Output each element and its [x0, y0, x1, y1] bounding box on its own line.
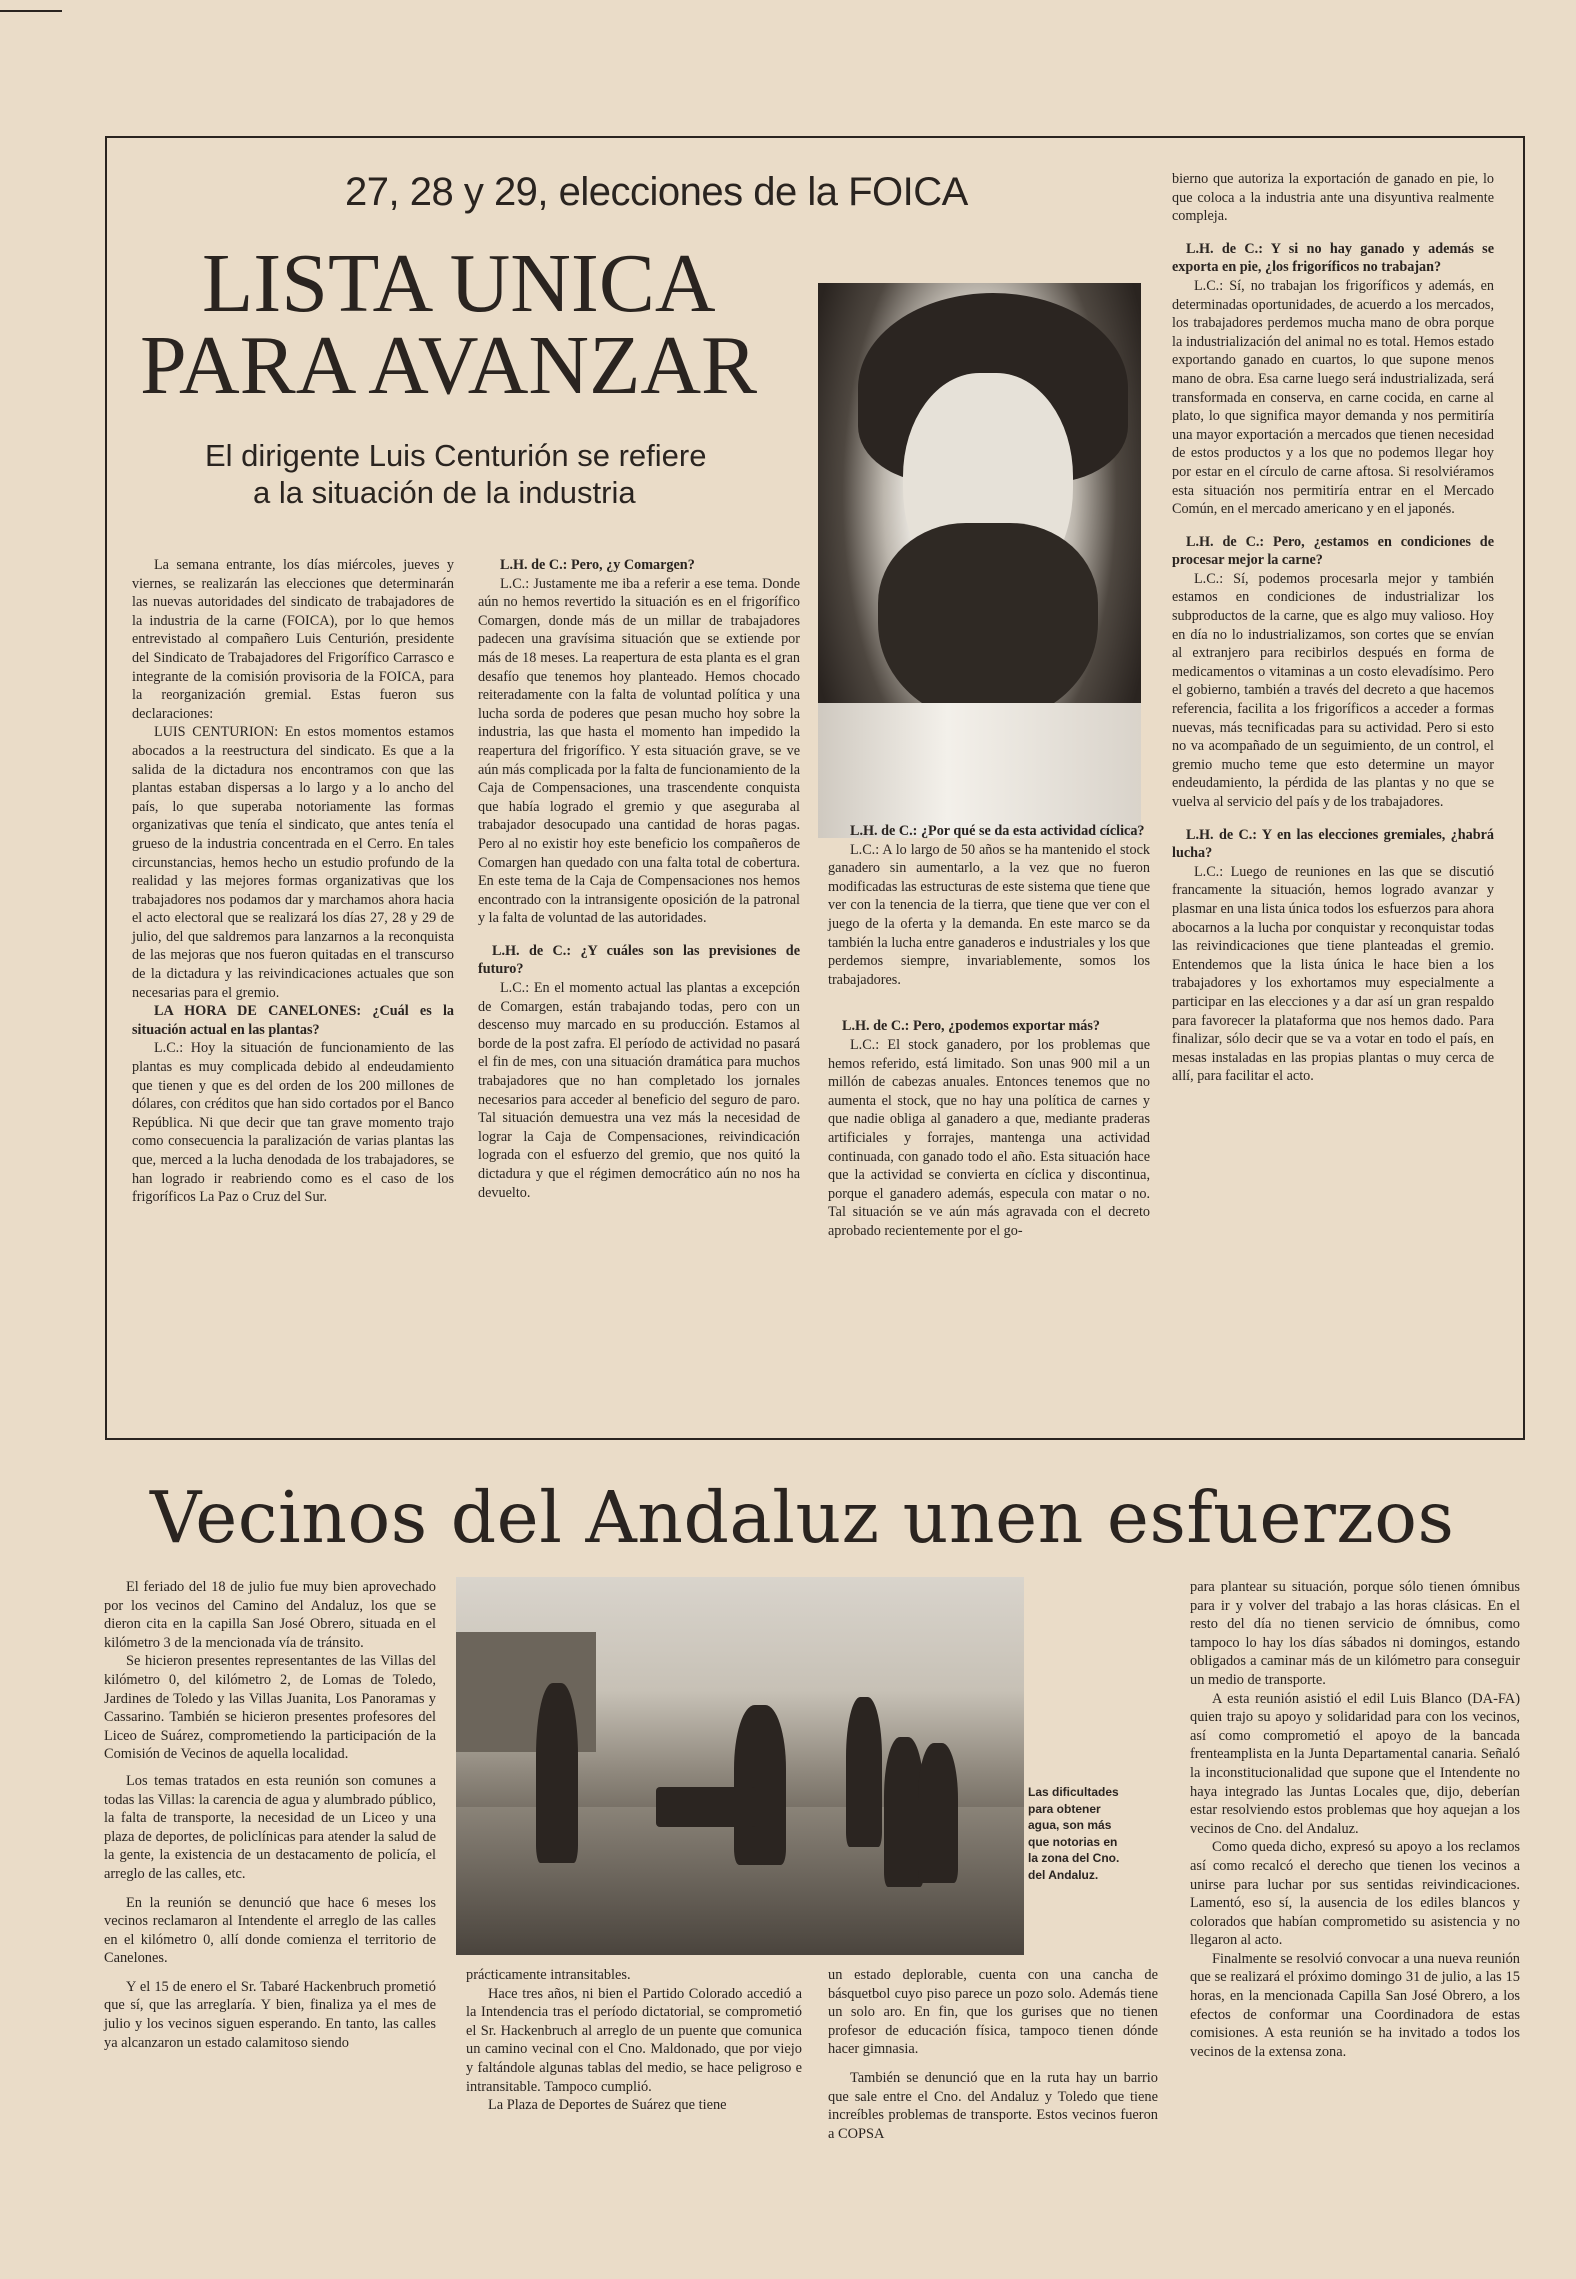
headline — [140, 237, 758, 412]
paragraph: La Plaza de Deportes de Suárez que tiene — [488, 2097, 727, 2114]
headline-line-2: PARA AVANZAR — [140, 319, 758, 412]
deck-line-1: El dirigente Luis Centurión se refiere — [205, 438, 707, 473]
question: L.H. de C.: Pero, ¿y Comargen? — [500, 557, 695, 573]
paragraph: para plantear su situación, porque sólo tienen ómnibus para ir y volver del trabajo a las horas clásicas. En el resto del día no tienen servicio de ómnibus, como tampoco lo hay los días sábados ni domingos, estando obligados a caminar más de un kilómetro para conseguir un medio de transporte. — [1190, 1579, 1520, 1688]
question: L.H. de C.: ¿Por qué se da esta actividad cíclica? — [850, 823, 1145, 839]
question: L.H. de C.: Y en las elecciones gremiales, ¿habrá lucha? — [1172, 826, 1494, 862]
paragraph: L.C.: Sí, no trabajan los frigoríficos y además, en determinadas oportunidades, de acuerdo a los mercados, los trabajadores perdemos mucha mano de obra porque la industrialización del animal no es total. Hemos estado exportando ganado en cuartos, lo que supone menos mano de obra. Esa carne luego será industrializada, será transformada en conserva, en carne cocida, en carne al plato, lo que significa mayor demanda y nos permitiría una mayor exportación a mercados que tienen necesidad de estos productos y a los que no podemos llegar hoy por estar en el círculo de carne aftosa. Si resolviéramos esta situación nos permitiría entrar en el Mercado Común, en el mercado americano y en el japonés. — [1172, 277, 1494, 518]
paragraph: Y el 15 de enero el Sr. Tabaré Hackenbruch prometió que sí, que las arreglaría. Y bien, finaliza ya el mes de julio y los vecinos siguen esperando. En tanto, las calles ya alcanzaron un estado calamitoso siendo — [104, 1978, 436, 2051]
article2-column-4 — [1190, 1578, 1520, 2061]
article1-column-3 — [828, 822, 1150, 1240]
question: L.H. de C.: Y si no hay ganado y además se exporta en pie, ¿los frigoríficos no trabajan? — [1172, 240, 1494, 276]
paragraph: L.C.: El stock ganadero, por los problemas que hemos referido, está limitado. Son unas 900 mil a un millón de cabezas anuales. Entonces tenemos que no aumenta el stock, que no hay una política de carnes y que nadie obliga al ganadero a que, mediante praderas artificiales y forrajes, mantenga una actividad continuada, con ganado todo el año. Esta situación hace que la actividad se convierta en cíclica y discontinua, porque el ganadero además, especula con matar o no. Tal situación se ve aún más agravada con el decreto aprobado recientemente por el go- — [828, 1036, 1150, 1239]
article1-column-1 — [132, 556, 454, 1207]
paragraph: Se hicieron presentes representantes de las Villas del kilómetro 0, del kilómetro 2, de Lomas de Toledo, Jardines de Toledo y las Villas Juanita, Los Panoramas y Cassarino. También se hicieron presentes profesores del Liceo de Suárez, comprometiendo la participación de la Comisión de Vecinos de aquella localidad. — [104, 1653, 436, 1763]
paragraph: prácticamente intransitables. — [466, 1967, 631, 1983]
paragraph: L.C.: Sí, podemos procesarla mejor y también estamos en condiciones de industrializar los subproductos de la carne, que es algo muy valioso. Hoy en día no lo industrializamos, son cortes que se envían al extranjero para recibirlos después en forma de medicamentos o vitaminas a un costo elevadísimo. Pero el gobierno, también a través del decreto a que hacemos referencia, facilita a los frigoríficos a acceder a formas nuevas, más tecnificadas para su actividad. Pero si esto no va acompañado de un seguimiento, de un control, el gremio mucho teme que esto determine un mayor endeudamiento, la pérdida de las plantas y no que se vuelva al servicio del país y de los trabajadores. — [1172, 570, 1494, 810]
article2-column-1 — [104, 1578, 436, 2052]
deck-line-2: a la situación de la industria — [253, 475, 636, 510]
paragraph: También se denunció que en la ruta hay un barrio que sale entre el Cno. del Andaluz y Toledo que tiene increíbles problemas de transporte. Estos vecinos fueron a COPSA — [828, 2069, 1158, 2142]
corner-mark — [0, 10, 62, 12]
paragraph: Hace tres años, ni bien el Partido Colorado accedió a la Intendencia tras el período dictatorial, se comprometió el Sr. Hackenbruch al arreglo de un puente que comunica un camino vecinal con el Cno. Maldonado, que por viejo y faltándole algunas tablas del medio, se hace peligroso e intransitable. Tampoco cumplió. — [466, 1985, 802, 2095]
question: LA HORA DE CANELONES: ¿Cuál es la situación actual en las plantas? — [132, 1003, 454, 1038]
wheelbarrow-shape — [656, 1787, 756, 1827]
headline-line-1: LISTA UNICA — [202, 237, 716, 330]
question: L.H. de C.: Pero, ¿podemos exportar más? — [842, 1018, 1100, 1035]
paragraph: A esta reunión asistió el edil Luis Blanco (DA-FA) quien trajo su apoyo y solidaridad para con los vecinos, así como comprometió el apoyo de la bancada frenteamplista en la Junta Departamental canaria. Señaló la inconstitucionalidad que supone que el Intendente no haya integrado las Juntas Locales que, dijo, deberían estar resolviendo estos problemas que hoy aquejan a los vecinos de Cno. del Andaluz. — [1190, 1690, 1520, 1837]
article2-column-3 — [828, 1966, 1158, 2143]
question: L.H. de C.: Pero, ¿estamos en condiciones de procesar mejor la carne? — [1172, 533, 1494, 569]
paragraph: El feriado del 18 de julio fue muy bien aprovechado por los vecinos del Camino del Andaluz, los que se dieron cita en la capilla San José Obrero, situada en el kilómetro 3 de la mencionada vía de tránsito. — [104, 1579, 436, 1651]
paragraph: L.C.: Justamente me iba a referir a ese tema. Donde aún no hemos revertido la situación es en el frigorífico Comargen, donde más de un millar de trabajadores padecen una gravísima situación que se extiende por más de 18 meses. La reapertura de esta planta es el gran desafío que tenemos hoy planteado. Hemos chocado reiteradamente con la falta de voluntad política y una lucha sorda de poderes que pesan mucho hoy sobre la industria, las que hasta el momento han impedido la reapertura del frigorífico. Y esta situación grave, se ve aún más complicada por la falta de funcionamiento de la Caja de Compensaciones, una trascendente conquista que había logrado el gremio y que aseguraba al trabajador desocupado una cantidad de horas pagas. Pero al no existir hoy este beneficio los compañeros de Comargen han quedado con una falta total de cobertura. En este tema de la Caja de Compensaciones nos hemos encontrado con la intransigente oposición de la patronal y la falta de voluntad de las autoridades. — [478, 575, 800, 927]
kicker: 27, 28 y 29, elecciones de la FOICA — [345, 170, 968, 214]
person-figure — [734, 1705, 786, 1865]
deck — [205, 437, 706, 511]
person-figure — [846, 1697, 882, 1847]
question: L.H. de C.: ¿Y cuáles son las previsiones de futuro? — [478, 942, 800, 978]
person-figure — [918, 1743, 958, 1883]
paragraph: un estado deplorable, cuenta con una cancha de básquetbol cuyo piso parece un pozo solo. Además tiene un solo aro. En fin, que los gurises que no tienen profesor de educación física, tampoco tienen dónde hacer gimnasia. — [828, 1967, 1158, 2058]
paragraph: La semana entrante, los días miércoles, jueves y viernes, se realizarán las elecciones que determinarán las nuevas autoridades del sindicato de trabajadores de la industria de la carne (FOICA), por lo que hemos entrevistado al compañero Luis Centurión, presidente del Sindicato de Trabajadores del Frigorífico Carrasco e integrante de la comisión provisoria de la FOICA, para la reorganización gremial. Estas fueron sus declaraciones: — [132, 557, 454, 722]
neighbors-photo — [456, 1577, 1024, 1955]
paragraph: Los temas tratados en esta reunión son comunes a todas las Villas: la carencia de agua y alumbrado público, la falta de transporte, la necesidad de un Liceo y una plaza de deportes, de policlínicas para atender la salud de la gente, la existencia de un destacamento de policía, el arreglo de las calles, etc. — [104, 1772, 436, 1882]
paragraph: L.C.: A lo largo de 50 años se ha mantenido el stock ganadero sin aumentarlo, a la vez que no fueron modificadas las estructuras de este sistema que tiene que ver con la tenencia de la tierra, que tiene que ver con el juego de la oferta y la demanda. En este marco se da también la lucha entre ganaderos e industriales y los que perdemos siempre, invariablemente, somos los trabajadores. — [828, 841, 1150, 988]
article2-column-2 — [466, 1966, 802, 2115]
article1-column-4 — [1172, 170, 1494, 1086]
paragraph: bierno que autoriza la exportación de ganado en pie, lo que coloca a la industria ante una disyuntiva realmente compleja. — [1172, 171, 1494, 225]
paragraph: L.C.: Luego de reuniones en las que se discutió francamente la situación, hemos logrado avanzar y plasmar en una lista única todos los esfuerzos para ahora abocarnos a la lucha por conquistar y reconquistar todas las reivindicaciones que tiene planteadas el gremio. Entendemos que la lista única le hace bien a los trabajadores y los exhortamos muy especialmente a participar en las elecciones y a dar así un gran respaldo para favorecer la plataforma que nos hemos dado. Para finalizar, sólo decir que se va a votar en todo el país, en mesas instaladas en las propias plantas o muy cerca de allí, para facilitar el acto. — [1172, 863, 1494, 1085]
beard-shape — [878, 523, 1098, 723]
paragraph: Como queda dicho, expresó su apoyo a los reclamos así como recalcó el derecho que tienen los vecinos a unirse para luchar por sus sentidas reivindicaciones. Lamentó, eso sí, la ausencia de los ediles blancos y colorados que habían comprometido su asistencia y no llegaron al acto. — [1190, 1839, 1520, 1949]
paragraph: L.C.: Hoy la situación de funcionamiento de las plantas es muy complicada debido al endeudamiento que tienen y que es del orden de los 200 millones de dólares, con créditos que han sido cortados por el Banco República. Ni que decir que tan grave momento trajo como consecuencia la paralización de varias plantas las que, merced a la lucha denodada de los trabajadores, se han logrado ir reabriendo como es el caso de los frigoríficos La Paz o Cruz del Sur. — [132, 1040, 454, 1206]
paragraph: Finalmente se resolvió convocar a una nueva reunión que se realizará el próximo domingo 31 de julio, a las 15 horas, en la mencionada Capilla San José Obrero, a los efectos de conformar una Coordinadora de estas comisiones. A esta reunión se ha invitado a todos los vecinos de la extensa zona. — [1190, 1950, 1520, 2060]
photo-caption: Las dificultades para obtener agua, son más que notorias en la zona del Cno. del Andaluz. — [1028, 1785, 1120, 1882]
paragraph: LUIS CENTURION: En estos momentos estamos abocados a la reestructura del sindicato. Es que a la salida de la dictadura nos encontramos con que las plantas estaban dispersas a lo largo y a lo ancho del país, lo que superaba notoriamente las formas organizativas que tenía el sindicato, que antes tenía el grueso de la industria concentrada en el Cerro. En tales circunstancias, hemos hecho un estudio profundo de la realidad y las mejores formas organizativas que los trabajadores nos podamos dar y marchamos ahora hacia el acto electoral que se realizará los días 27, 28 y 29 de julio, del que saldremos para lanzarnos a la reconquista de las mejoras que nos fueron quitadas en el transcurso de la dictadura y las reivindicaciones actuales que son necesarias para el gremio. — [132, 724, 454, 1001]
article1-column-2 — [478, 556, 800, 1202]
article2-headline: Vecinos del Andaluz unen esfuerzos — [150, 1476, 1455, 1559]
portrait-photo — [818, 283, 1141, 838]
shirt-shape — [818, 703, 1141, 838]
paragraph: L.C.: En el momento actual las plantas a excepción de Comargen, están trabajando todas, pero con un descenso muy marcado en su producción. Estamos al borde de la post zafra. El período de actividad no pasará el fin de mes, con una situación dramática para muchos trabajadores que no han completado los jornales necesarios para acceder al beneficio del seguro de paro. Tal situación demuestra una vez más la necesidad de lograr la Caja de Compensaciones, reivindicación lograda con el esfuerzo del gremio, que nos quitó la dictadura y que el régimen democrático aún no nos ha devuelto. — [478, 980, 800, 1201]
paragraph: En la reunión se denunció que hace 6 meses los vecinos reclamaron al Intendente el arreglo de las calles en el kilómetro 0, allí donde comienza el territorio de Canelones. — [104, 1894, 436, 1967]
person-figure — [536, 1683, 578, 1863]
